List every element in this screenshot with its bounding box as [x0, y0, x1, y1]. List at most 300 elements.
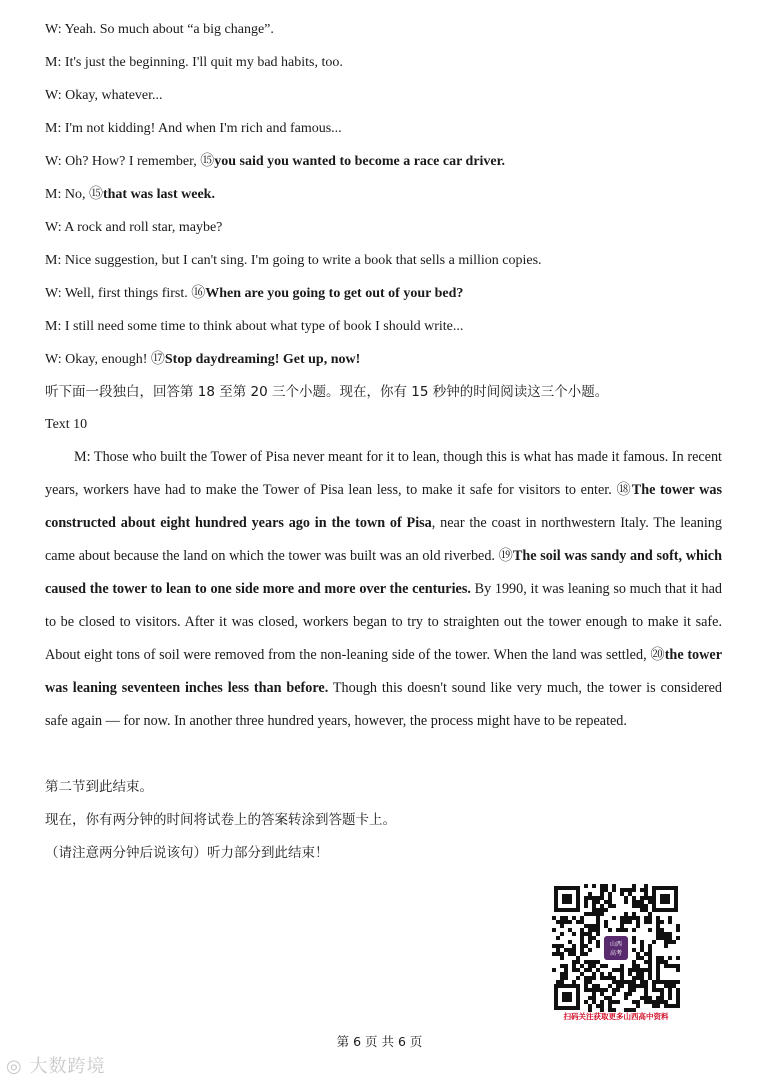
- qr-module: [600, 1000, 604, 1004]
- qr-module: [644, 988, 648, 992]
- qr-module: [664, 984, 668, 988]
- dialogue-line: W: Okay, whatever...: [45, 88, 163, 103]
- qr-module: [640, 948, 644, 952]
- qr-module: [636, 984, 640, 988]
- qr-code[interactable]: [552, 884, 680, 1012]
- qr-module: [588, 928, 592, 932]
- qr-module: [612, 988, 616, 992]
- qr-module: [580, 928, 584, 932]
- dialogue-line: M: Nice suggestion, but I can't sing. I'm going to write a book that sells a million copies.: [45, 253, 542, 268]
- qr-module: [564, 948, 568, 952]
- qr-module: [588, 960, 592, 964]
- qr-module: [616, 968, 620, 972]
- page-footer: 第 6 页 共 6 页: [336, 1034, 423, 1049]
- qr-module: [592, 896, 596, 900]
- qr-module: [596, 984, 600, 988]
- qr-module: [648, 896, 652, 900]
- qr-module: [624, 900, 628, 904]
- qr-module: [556, 920, 560, 924]
- qr-module: [596, 968, 600, 972]
- qr-module: [632, 976, 636, 980]
- qr-module: [648, 944, 652, 948]
- qr-module: [600, 884, 604, 888]
- qr-module: [676, 968, 680, 972]
- qr-module: [596, 920, 600, 924]
- qr-module: [608, 984, 612, 988]
- qr-module: [660, 960, 664, 964]
- qr-module: [584, 952, 588, 956]
- qr-module: [608, 896, 612, 900]
- qr-module: [552, 968, 556, 972]
- qr-module: [636, 972, 640, 976]
- qr-module: [572, 964, 576, 968]
- dialogue-line: W: A rock and roll star, maybe?: [45, 220, 223, 235]
- qr-module: [620, 920, 624, 924]
- qr-module: [556, 948, 560, 952]
- qr-module: [608, 904, 612, 908]
- qr-module: [632, 940, 636, 944]
- qr-module: [652, 1004, 656, 1008]
- qr-module: [648, 948, 652, 952]
- qr-module: [576, 920, 580, 924]
- qr-module: [560, 920, 564, 924]
- qr-module: [668, 988, 672, 992]
- qr-module: [592, 992, 596, 996]
- qr-module: [572, 916, 576, 920]
- qr-module: [592, 996, 596, 1000]
- qr-module: [584, 944, 588, 948]
- qr-module: [592, 912, 596, 916]
- qr-module: [640, 968, 644, 972]
- qr-module: [632, 912, 636, 916]
- qr-module: [604, 888, 608, 892]
- qr-module: [568, 940, 572, 944]
- qr-module: [604, 920, 608, 924]
- qr-module: [652, 980, 656, 984]
- qr-module: [652, 984, 656, 988]
- qr-module: [632, 900, 636, 904]
- qr-module: [656, 988, 660, 992]
- text-label: Text 10: [45, 417, 88, 432]
- qr-module: [564, 916, 568, 920]
- answer-highlight: the tower was leaning seventeen inches less than before.: [45, 647, 722, 696]
- qr-module: [660, 932, 664, 936]
- qr-module: [584, 976, 588, 980]
- qr-module: [604, 924, 608, 928]
- dialogue-line: [45, 153, 505, 171]
- qr-module: [580, 972, 584, 976]
- qr-module: [596, 988, 600, 992]
- qr-module: [604, 908, 608, 912]
- monologue-text: , near the coast in northwestern Italy. The leaning came about because the land on which the tower was built was an old riverbed.: [45, 515, 722, 564]
- qr-module: [588, 976, 592, 980]
- qr-module: [592, 964, 596, 968]
- qr-module: [632, 936, 636, 940]
- qr-module: [648, 972, 652, 976]
- qr-module: [608, 996, 612, 1000]
- qr-module: [644, 960, 648, 964]
- dialogue-line: [45, 186, 215, 204]
- qr-module: [628, 920, 632, 924]
- qr-module: [596, 932, 600, 936]
- qr-module: [640, 908, 644, 912]
- qr-module: [632, 916, 636, 920]
- qr-module: [628, 984, 632, 988]
- qr-module: [676, 992, 680, 996]
- qr-module: [664, 940, 668, 944]
- qr-module: [660, 988, 664, 992]
- qr-module: [568, 920, 572, 924]
- qr-module: [628, 916, 632, 920]
- line-prefix: W: Oh? How? I remember,: [45, 154, 201, 169]
- qr-module: [668, 984, 672, 988]
- qr-module: [588, 892, 592, 896]
- qr-caption: 扫码关注获取更多山西高中资料: [563, 1012, 669, 1021]
- qr-module: [656, 976, 660, 980]
- qr-module: [596, 928, 600, 932]
- qr-module: [564, 968, 568, 972]
- qr-module: [664, 960, 668, 964]
- qr-module: [676, 1004, 680, 1008]
- line-prefix: W: Well, first things first.: [45, 286, 192, 301]
- qr-module: [560, 964, 564, 968]
- qr-module: [648, 952, 652, 956]
- qr-module: [596, 1004, 600, 1008]
- qr-module: [608, 972, 612, 976]
- qr-module: [560, 976, 564, 980]
- qr-module: [592, 924, 596, 928]
- qr-module: [608, 976, 612, 980]
- qr-module: [560, 924, 564, 928]
- qr-module: [572, 944, 576, 948]
- qr-module: [640, 972, 644, 976]
- qr-module: [636, 904, 640, 908]
- qr-module: [592, 936, 596, 940]
- qr-module: [632, 964, 636, 968]
- qr-module: [568, 948, 572, 952]
- qr-module: [656, 932, 660, 936]
- qr-module: [624, 912, 628, 916]
- qr-module: [624, 888, 628, 892]
- qr-module: [660, 992, 664, 996]
- qr-module: [676, 1000, 680, 1004]
- answer-highlight: that was last week.: [102, 187, 215, 202]
- qr-module: [632, 968, 636, 972]
- qr-module: [644, 916, 648, 920]
- qr-module: [620, 964, 624, 968]
- qr-module: [652, 940, 656, 944]
- qr-module: [616, 980, 620, 984]
- qr-module: [660, 996, 664, 1000]
- qr-module: [668, 932, 672, 936]
- qr-module: [640, 888, 644, 892]
- qr-module: [576, 976, 580, 980]
- qr-module: [636, 976, 640, 980]
- qr-module: [572, 968, 576, 972]
- question-number: ⑰: [150, 352, 165, 367]
- qr-module: [596, 908, 600, 912]
- qr-module: [608, 928, 612, 932]
- qr-module: [620, 972, 624, 976]
- qr-module: [584, 904, 588, 908]
- qr-module: [624, 992, 628, 996]
- qr-module: [588, 988, 592, 992]
- closing-line: 第二节到此结束。: [45, 779, 153, 795]
- qr-module: [632, 948, 636, 952]
- qr-module: [612, 1000, 616, 1004]
- qr-module: [600, 988, 604, 992]
- qr-module: [596, 912, 600, 916]
- qr-module: [628, 988, 632, 992]
- qr-module: [620, 968, 624, 972]
- qr-module: [660, 928, 664, 932]
- qr-module: [620, 928, 624, 932]
- qr-module: [560, 980, 564, 984]
- qr-module: [668, 1004, 672, 1008]
- qr-module: [608, 892, 612, 896]
- qr-module: [620, 976, 624, 980]
- qr-module: [588, 896, 592, 900]
- qr-module: [612, 904, 616, 908]
- qr-module: [612, 980, 616, 984]
- qr-module: [656, 996, 660, 1000]
- qr-module: [632, 960, 636, 964]
- qr-module: [656, 936, 660, 940]
- qr-module: [636, 968, 640, 972]
- qr-module: [616, 928, 620, 932]
- qr-module: [556, 944, 560, 948]
- qr-module: [620, 916, 624, 920]
- qr-module: [620, 892, 624, 896]
- qr-module: [620, 984, 624, 988]
- qr-module: [644, 968, 648, 972]
- answer-highlight: When are you going to get out of your bed?: [205, 286, 464, 301]
- qr-module: [644, 908, 648, 912]
- qr-module: [584, 968, 588, 972]
- monologue-text: By 1990, it was leaning so much that it had to be closed to visitors. After it was closed, workers began to try to straighten out the tower enough to make it safe. About eight tons of soil were removed from the non-leaning side of the tower. When the land was settled,: [45, 581, 722, 663]
- qr-module: [624, 896, 628, 900]
- qr-module: [628, 892, 632, 896]
- qr-module: [628, 992, 632, 996]
- line-prefix: M: No,: [45, 187, 89, 202]
- qr-module: [648, 920, 652, 924]
- qr-module: [644, 892, 648, 896]
- qr-module: [584, 924, 588, 928]
- qr-module: [612, 888, 616, 892]
- qr-module: [660, 956, 664, 960]
- qr-module: [632, 888, 636, 892]
- qr-module: [656, 968, 660, 972]
- qr-module: [620, 980, 624, 984]
- question-number: ⑳: [650, 647, 665, 663]
- qr-module: [612, 968, 616, 972]
- line-prefix: W: Okay, enough!: [45, 352, 151, 367]
- qr-module: [616, 1000, 620, 1004]
- qr-module: [676, 928, 680, 932]
- qr-module: [632, 928, 636, 932]
- qr-module: [596, 900, 600, 904]
- qr-module: [668, 956, 672, 960]
- qr-module: [552, 944, 556, 948]
- qr-module: [620, 924, 624, 928]
- qr-module: [592, 908, 596, 912]
- qr-module: [648, 968, 652, 972]
- qr-module: [652, 1000, 656, 1004]
- qr-module: [676, 988, 680, 992]
- qr-module: [592, 884, 596, 888]
- qr-module: [596, 916, 600, 920]
- qr-module: [604, 996, 608, 1000]
- qr-module: [648, 928, 652, 932]
- qr-module: [604, 900, 608, 904]
- qr-module: [600, 992, 604, 996]
- qr-module: [640, 904, 644, 908]
- qr-module: [600, 904, 604, 908]
- qr-module: [628, 968, 632, 972]
- qr-module: [612, 992, 616, 996]
- qr-module: [632, 980, 636, 984]
- qr-module: [596, 924, 600, 928]
- qr-module: [596, 940, 600, 944]
- qr-module: [592, 972, 596, 976]
- qr-module: [636, 956, 640, 960]
- qr-module: [664, 932, 668, 936]
- qr-module: [592, 976, 596, 980]
- qr-module: [560, 952, 564, 956]
- qr-module: [640, 944, 644, 948]
- qr-module: [576, 960, 580, 964]
- qr-module: [648, 956, 652, 960]
- qr-module: [624, 920, 628, 924]
- qr-module: [640, 940, 644, 944]
- qr-module: [668, 964, 672, 968]
- dialogue-line: M: I'm not kidding! And when I'm rich and famous...: [45, 121, 342, 136]
- qr-module: [656, 928, 660, 932]
- qr-module: [588, 912, 592, 916]
- qr-module: [624, 980, 628, 984]
- qr-module: [592, 928, 596, 932]
- qr-module: [668, 996, 672, 1000]
- qr-module: [632, 896, 636, 900]
- qr-module: [640, 896, 644, 900]
- monologue-text: M: Those who built the Tower of Pisa never meant for it to lean, though this is what has made it famous. In recent years, workers have had to make the Tower of Pisa lean less, to make it safe for visitors to enter.: [45, 449, 722, 498]
- watermark: [6, 1052, 105, 1078]
- qr-module: [584, 900, 588, 904]
- qr-module: [632, 988, 636, 992]
- qr-module: [560, 972, 564, 976]
- qr-module: [656, 960, 660, 964]
- qr-module: [672, 980, 676, 984]
- monologue-text: Though this doesn't sound like very much, the tower is considered safe again — for now. In another three hundred years, however, the process might have to be repeated.: [45, 680, 722, 729]
- question-number: ⑱: [616, 482, 632, 498]
- qr-module: [600, 888, 604, 892]
- qr-module: [584, 932, 588, 936]
- qr-module: [636, 1004, 640, 1008]
- question-number: ⑲: [498, 548, 513, 564]
- qr-module: [588, 996, 592, 1000]
- closing-line: 现在，你有两分钟的时间将试卷上的答案转涂到答题卡上。: [45, 812, 396, 828]
- qr-module: [636, 924, 640, 928]
- qr-module: [644, 884, 648, 888]
- qr-module: [636, 1000, 640, 1004]
- qr-module: [628, 972, 632, 976]
- qr-module: [640, 956, 644, 960]
- qr-module: [676, 996, 680, 1000]
- qr-module: [552, 916, 556, 920]
- qr-module: [648, 964, 652, 968]
- qr-module: [672, 964, 676, 968]
- qr-module: [648, 1000, 652, 1004]
- monologue-paragraph: [45, 441, 722, 738]
- qr-module: [656, 980, 660, 984]
- qr-module: [644, 1000, 648, 1004]
- qr-module: [624, 996, 628, 1000]
- qr-module: [568, 928, 572, 932]
- qr-module: [660, 936, 664, 940]
- qr-module: [600, 896, 604, 900]
- qr-module: [672, 984, 676, 988]
- qr-module: [644, 952, 648, 956]
- qr-module: [640, 980, 644, 984]
- qr-module: [600, 976, 604, 980]
- dialogue-line: [45, 285, 463, 303]
- qr-module: [648, 960, 652, 964]
- qr-module: [564, 964, 568, 968]
- qr-module: [636, 952, 640, 956]
- qr-module: [584, 884, 588, 888]
- qr-module: [676, 964, 680, 968]
- qr-module: [572, 952, 576, 956]
- qr-module: [592, 1000, 596, 1004]
- qr-module: [572, 980, 576, 984]
- qr-module: [580, 948, 584, 952]
- qr-module: [584, 960, 588, 964]
- qr-module: [588, 936, 592, 940]
- qr-module: [664, 1000, 668, 1004]
- qr-module: [600, 964, 604, 968]
- qr-module: [616, 988, 620, 992]
- qr-module: [584, 988, 588, 992]
- qr-module: [596, 960, 600, 964]
- qr-module: [632, 1000, 636, 1004]
- qr-module: [584, 980, 588, 984]
- qr-module: [668, 992, 672, 996]
- qr-module: [636, 920, 640, 924]
- qr-module: [660, 980, 664, 984]
- qr-module: [676, 980, 680, 984]
- qr-module: [648, 912, 652, 916]
- qr-module: [632, 904, 636, 908]
- qr-module: [556, 980, 560, 984]
- qr-module: [676, 924, 680, 928]
- qr-module: [612, 916, 616, 920]
- qr-module: [572, 960, 576, 964]
- qr-module: [612, 976, 616, 980]
- qr-module: [560, 916, 564, 920]
- qr-module: [580, 936, 584, 940]
- qr-module: [648, 900, 652, 904]
- dialogue-line: W: Yeah. So much about “a big change”.: [45, 22, 274, 37]
- qr-module: [656, 972, 660, 976]
- qr-module: [656, 1004, 660, 1008]
- qr-module: [664, 936, 668, 940]
- qr-module: [628, 888, 632, 892]
- qr-module: [580, 944, 584, 948]
- qr-module: [620, 888, 624, 892]
- qr-module: [572, 932, 576, 936]
- qr-module: [592, 988, 596, 992]
- qr-module: [588, 924, 592, 928]
